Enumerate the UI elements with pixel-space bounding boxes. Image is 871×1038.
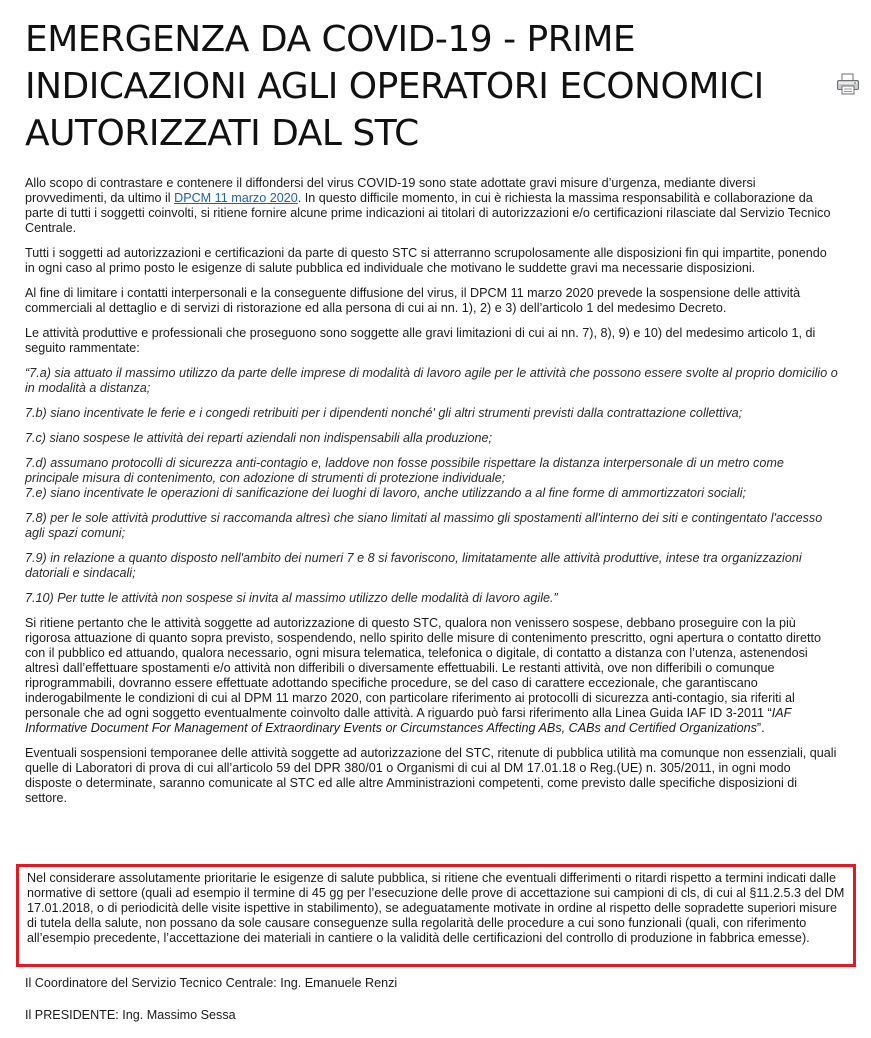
quote-7b: 7.b) siano incentivate le ferie e i congedi retribuiti per i dipendenti nonché' gli altri strumenti previsti dalla contrattazione collettiva; [25, 406, 743, 420]
paragraph-intro [25, 176, 840, 236]
procedures-text: Si ritiene pertanto che le attività soggette ad autorizzazione di questo STC, qualora non venissero sospese, debbano proseguire con la più rigorosa attuazione di quanto sopra previsto, sospendendo, nello spirito delle misure di contenimento prescritto, ogni apertura o contatto diretto con il pubblico ed attuando, qualora necessario, ogni misura telematica, telefonica o digitale, di contatto a distanza con l’utenza, astenendosi altresì dall’effettuare spostamenti e/o attività non differibili o diversamente effettuabili. Le restanti attività, ove non differibili o comunque riprogrammabili, dovranno essere effettuate adottando specifiche procedure, se del caso di carattere eccezionale, che garantiscano inderogabilmente le condizioni di cui al DPM 11 marzo 2020, con particolare riferimento ai protocolli di sicurezza anti-contagio, sia riferiti al personale che ad ogni soggetto eventualmente coinvolto dalle attività. A riguardo può farsi riferimento alla Linea Guida IAF ID 3-2011 “ [25, 616, 821, 720]
page-title: EMERGENZA DA COVID-19 - PRIME INDICAZIONI AGLI OPERATORI ECONOMICI AUTORIZZATI DAL STC [25, 19, 764, 154]
intro-text-after: . In questo difficile momento, in cui è richiesta la massima responsabilità e collaborazione da parte di tutti i soggetti coinvolti, si ritiene fornire alcune prime indicazioni ai titolari di autorizzazioni e/o certificazioni rilasciate dal Servizio Tecnico Centrale. [25, 191, 831, 235]
paragraph-procedures [25, 616, 840, 736]
paragraph-suspensions: Eventuali sospensioni temporanee delle attività soggette ad autorizzazione del STC, ritenute di pubblica utilità ma comunque non essenziali, quali quelle di Laboratori di prova di cui all’articolo 59 del DPR 380/01 o Organismi di cui al DM 17.01.18 o Reg.(UE) n. 305/2011, in ogni modo disposte o determinate, saranno comunicate al STC ed alle altre Amministrazioni competenti, come previsto dalle specifiche disposizioni di settore. [25, 746, 837, 805]
intro-text-before: Allo scopo di contrastare e contenere il diffondersi del virus COVID-19 sono state adottate gravi misure d’urgenza, mediante diversi provvedimenti, da ultimo il [25, 176, 756, 205]
article-body [25, 176, 840, 816]
iaf-document-title: IAF Informative Document For Management of Extraordinary Events or Circumstances Affecting ABs, CABs and Certified Organizations [25, 706, 792, 735]
highlighted-notice [16, 864, 856, 967]
paragraph-limit-contacts: Al fine di limitare i contatti interpersonali e la conseguente diffusione del virus, il DPCM 11 marzo 2020 prevede la sospensione delle attività commerciali al dettaglio e di servizi di ristorazione ed alla persona di cui ai nn. 1), 2) e 3) dell’articolo 1 del medesimo Decreto. [25, 286, 801, 315]
highlighted-notice-text: Nel considerare assolutamente prioritarie le esigenze di salute pubblica, si ritiene che eventuali differimenti o ritardi rispetto a termini indicati dalle normative di settore (quali ad esempio il termine di 45 gg per l’esecuzione delle prove di accettazione sui campioni di cls, di cui al §11.2.5.3 del DM 17.01.2018, o di periodicità delle visite ispettive in stabilimento), se adeguatamente motivate in ordine al rispetto delle sopradette superiori misure di tutela della salute, non possano da sole causare conseguenze sulla regolarità delle procedure a cui sono funzionali (quali, con riferimento all’esempio precedente, l’accettazione dei materiali in cantiere o la validità delle certificazioni del controllo di produzione in fabbrica emesse). [27, 871, 845, 945]
quote-7e: 7.e) siano incentivate le operazioni di sanificazione dei luoghi di lavoro, anche utilizzando a al fine forme di ammortizzatori sociali; [25, 486, 747, 500]
quote-7-8: 7.8) per le sole attività produttive si raccomanda altresì che siano limitati al massimo gli spostamenti all'interno dei siti e contingentato l'accesso agli spazi comuni; [25, 511, 823, 540]
printer-icon[interactable] [836, 73, 860, 95]
paragraph-activities: Le attività produttive e professionali che proseguono sono soggette alle gravi limitazioni di cui ai nn. 7), 8), 9) e 10) del medesimo articolo 1, di seguito rammentate: [25, 326, 816, 355]
quote-7c: 7.c) siano sospese le attività dei reparti aziendali non indispensabili alla produzione; [25, 431, 492, 445]
quote-7d: 7.d) assumano protocolli di sicurezza anti-contagio e, laddove non fosse possibile rispettare la distanza interpersonale di un metro come principale misura di contenimento, con adozione di strumenti di protezione individuale; [25, 456, 784, 485]
dpcm-link[interactable]: DPCM 11 marzo 2020 [174, 191, 298, 205]
procedures-end: ”. [756, 721, 765, 735]
quote-7-10: 7.10) Per tutte le attività non sospese si invita al massimo utilizzo delle modalità di lavoro agile.” [25, 591, 558, 605]
quote-7a: “7.a) sia attuato il massimo utilizzo da parte delle imprese di modalità di lavoro agile per le attività che possono essere svolte al proprio domicilio o in modalità a distanza; [25, 366, 838, 395]
signature-coordinator: Il Coordinatore del Servizio Tecnico Centrale: Ing. Emanuele Renzi [25, 976, 398, 990]
signature-president: Il PRESIDENTE: Ing. Massimo Sessa [25, 1008, 236, 1022]
paragraph-subjects: Tutti i soggetti ad autorizzazioni e certificazioni da parte di questo STC si atterranno scrupolosamente alle disposizioni fin qui impartite, ponendo in ogni caso al primo posto le esigenze di salute pubblica ed individuale che motivano le suddette gravi ma necessarie disposizioni. [25, 246, 827, 275]
quote-7-9: 7.9) in relazione a quanto disposto nell'ambito dei numeri 7 e 8 si favoriscono, limitatamente alle attività produttive, intese tra organizzazioni datoriali e sindacali; [25, 551, 802, 580]
